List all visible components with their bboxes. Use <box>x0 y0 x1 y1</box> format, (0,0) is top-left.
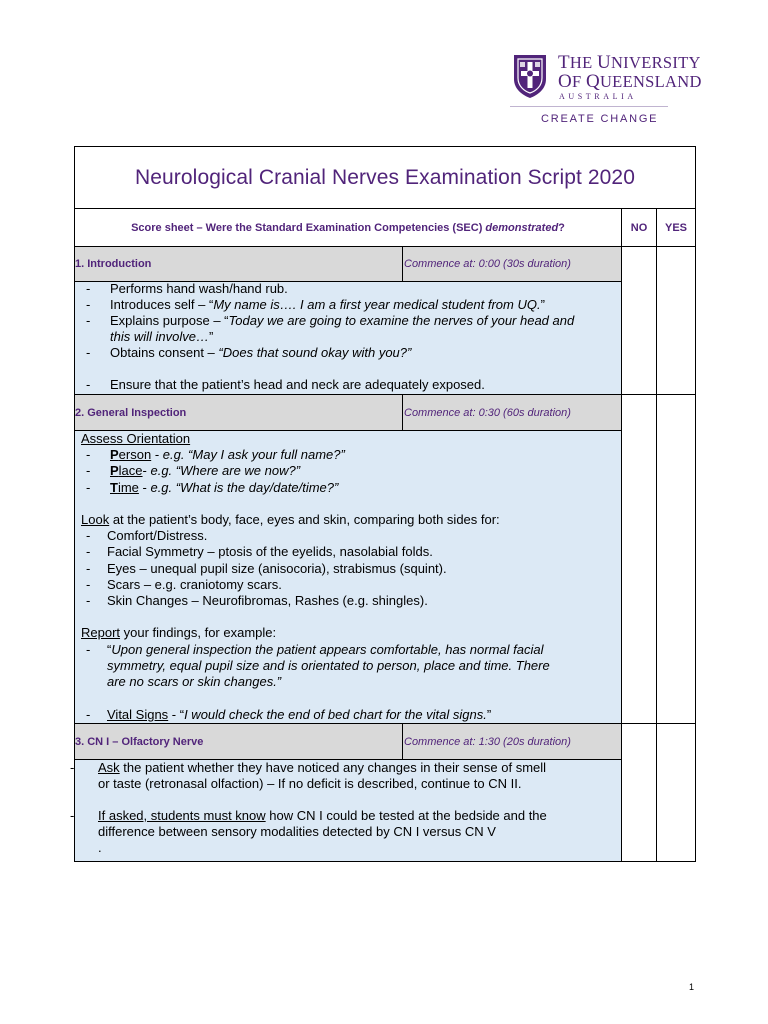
section-2-yes-checkbox[interactable] <box>657 395 695 724</box>
section-1-no-checkbox[interactable] <box>622 247 657 395</box>
logo-university-line: THE UNIVERSITY <box>558 52 701 73</box>
section-3-no-checkbox[interactable] <box>622 724 657 861</box>
section-1-header-divider <box>402 247 403 281</box>
no-column-header: NO <box>622 209 657 247</box>
section-3-header <box>75 724 622 760</box>
report-heading: Report your findings, for example: <box>81 625 277 640</box>
yes-column-header: YES <box>657 209 695 247</box>
section-1-yes-checkbox[interactable] <box>657 247 695 395</box>
logo-australia-line: AUSTRALIA <box>559 92 637 101</box>
section-2-no-checkbox[interactable] <box>622 395 657 724</box>
score-sheet-table: Neurological Cranial Nerves Examination Script 2020 Score sheet – Were the Standard Examination Competencies (SEC) demonstrated? NO YES 1. Introduction Commence at: 0:00 (30s duration) - Performs hand wash/hand rub. - Introduces self – “My name is…. I am a first year medical student from UQ.” - Explains purpose – “Today we are going to examine the nerves of your head and this will involve…” - Obtains consent – “Does that sound okay with you?” - Ensure that the patient’s head and neck are adequately exposed. 2. General Inspection Commence at: 0:30 (60s duration) Assess Orientation - Person - e.g. “May I ask your full name?” - Place- e.g. “Where are we now?” - Time - e.g. “What is the day/date/time?” Look at the patient’s body, face, eyes and skin, comparing both sides for: - Comfort/Distress. - Facial Symmetry – ptosis of the eyelids, nasolabial folds. - Eyes – unequal pupil size (anisocoria), strabismus (squint). - Scars – e.g. craniotomy scars. - Skin Changes – Neurofibromas, Rashes (e.g. shingles). Report your findings, for example: - “Upon general inspection the patient appears comfortable, has normal facial symmetry, equal pupil size and is orientated to person, place and time. There are no scars or skin changes.” - Vital Signs - “I would check the end of bed chart for the vital signs.” 3. CN I – Olfactory Nerve Commence at: 1:30 (20s duration) - Ask the patient whether they have noticed any changes in their sense of smell or taste (retronasal olfaction) – If no deficit is described, continue to CN II. - If asked, students must know how CN I could be tested at the bedside and the difference between sensory modalities detected by CN I versus CN V . <box>74 146 696 862</box>
section-2-header <box>75 395 622 431</box>
section-3-title: 3. CN I – Olfactory Nerve <box>75 735 204 748</box>
title-row <box>75 147 695 209</box>
section-2-title: 2. General Inspection <box>75 406 187 419</box>
section-3-commence: Commence at: 1:30 (20s duration) <box>404 735 571 748</box>
look-heading: Look at the patient’s body, face, eyes and skin, comparing both sides for: <box>81 512 500 527</box>
uq-crest-icon <box>512 53 548 99</box>
page-number: 1 <box>689 982 695 992</box>
logo-divider <box>510 106 668 107</box>
page-title: Neurological Cranial Nerves Examination Script 2020 <box>134 165 635 189</box>
uq-logo <box>510 50 702 130</box>
section-3-yes-checkbox[interactable] <box>657 724 695 861</box>
score-sheet-header <box>75 209 622 247</box>
score-sheet-label: Score sheet – Were the Standard Examination Competencies (SEC) demonstrated? <box>131 221 565 234</box>
section-2-commence: Commence at: 0:30 (60s duration) <box>404 406 571 419</box>
section-1-title: 1. Introduction <box>75 258 152 270</box>
section-1-header <box>75 247 622 282</box>
section-2-header-divider <box>402 395 403 430</box>
orientation-heading: Assess Orientation <box>81 431 191 446</box>
section-1-commence: Commence at: 0:00 (30s duration) <box>404 258 571 270</box>
logo-tagline: CREATE CHANGE <box>541 113 659 125</box>
section-3-header-divider <box>402 724 403 759</box>
logo-queensland-line: OF QUEENSLAND <box>558 71 702 92</box>
